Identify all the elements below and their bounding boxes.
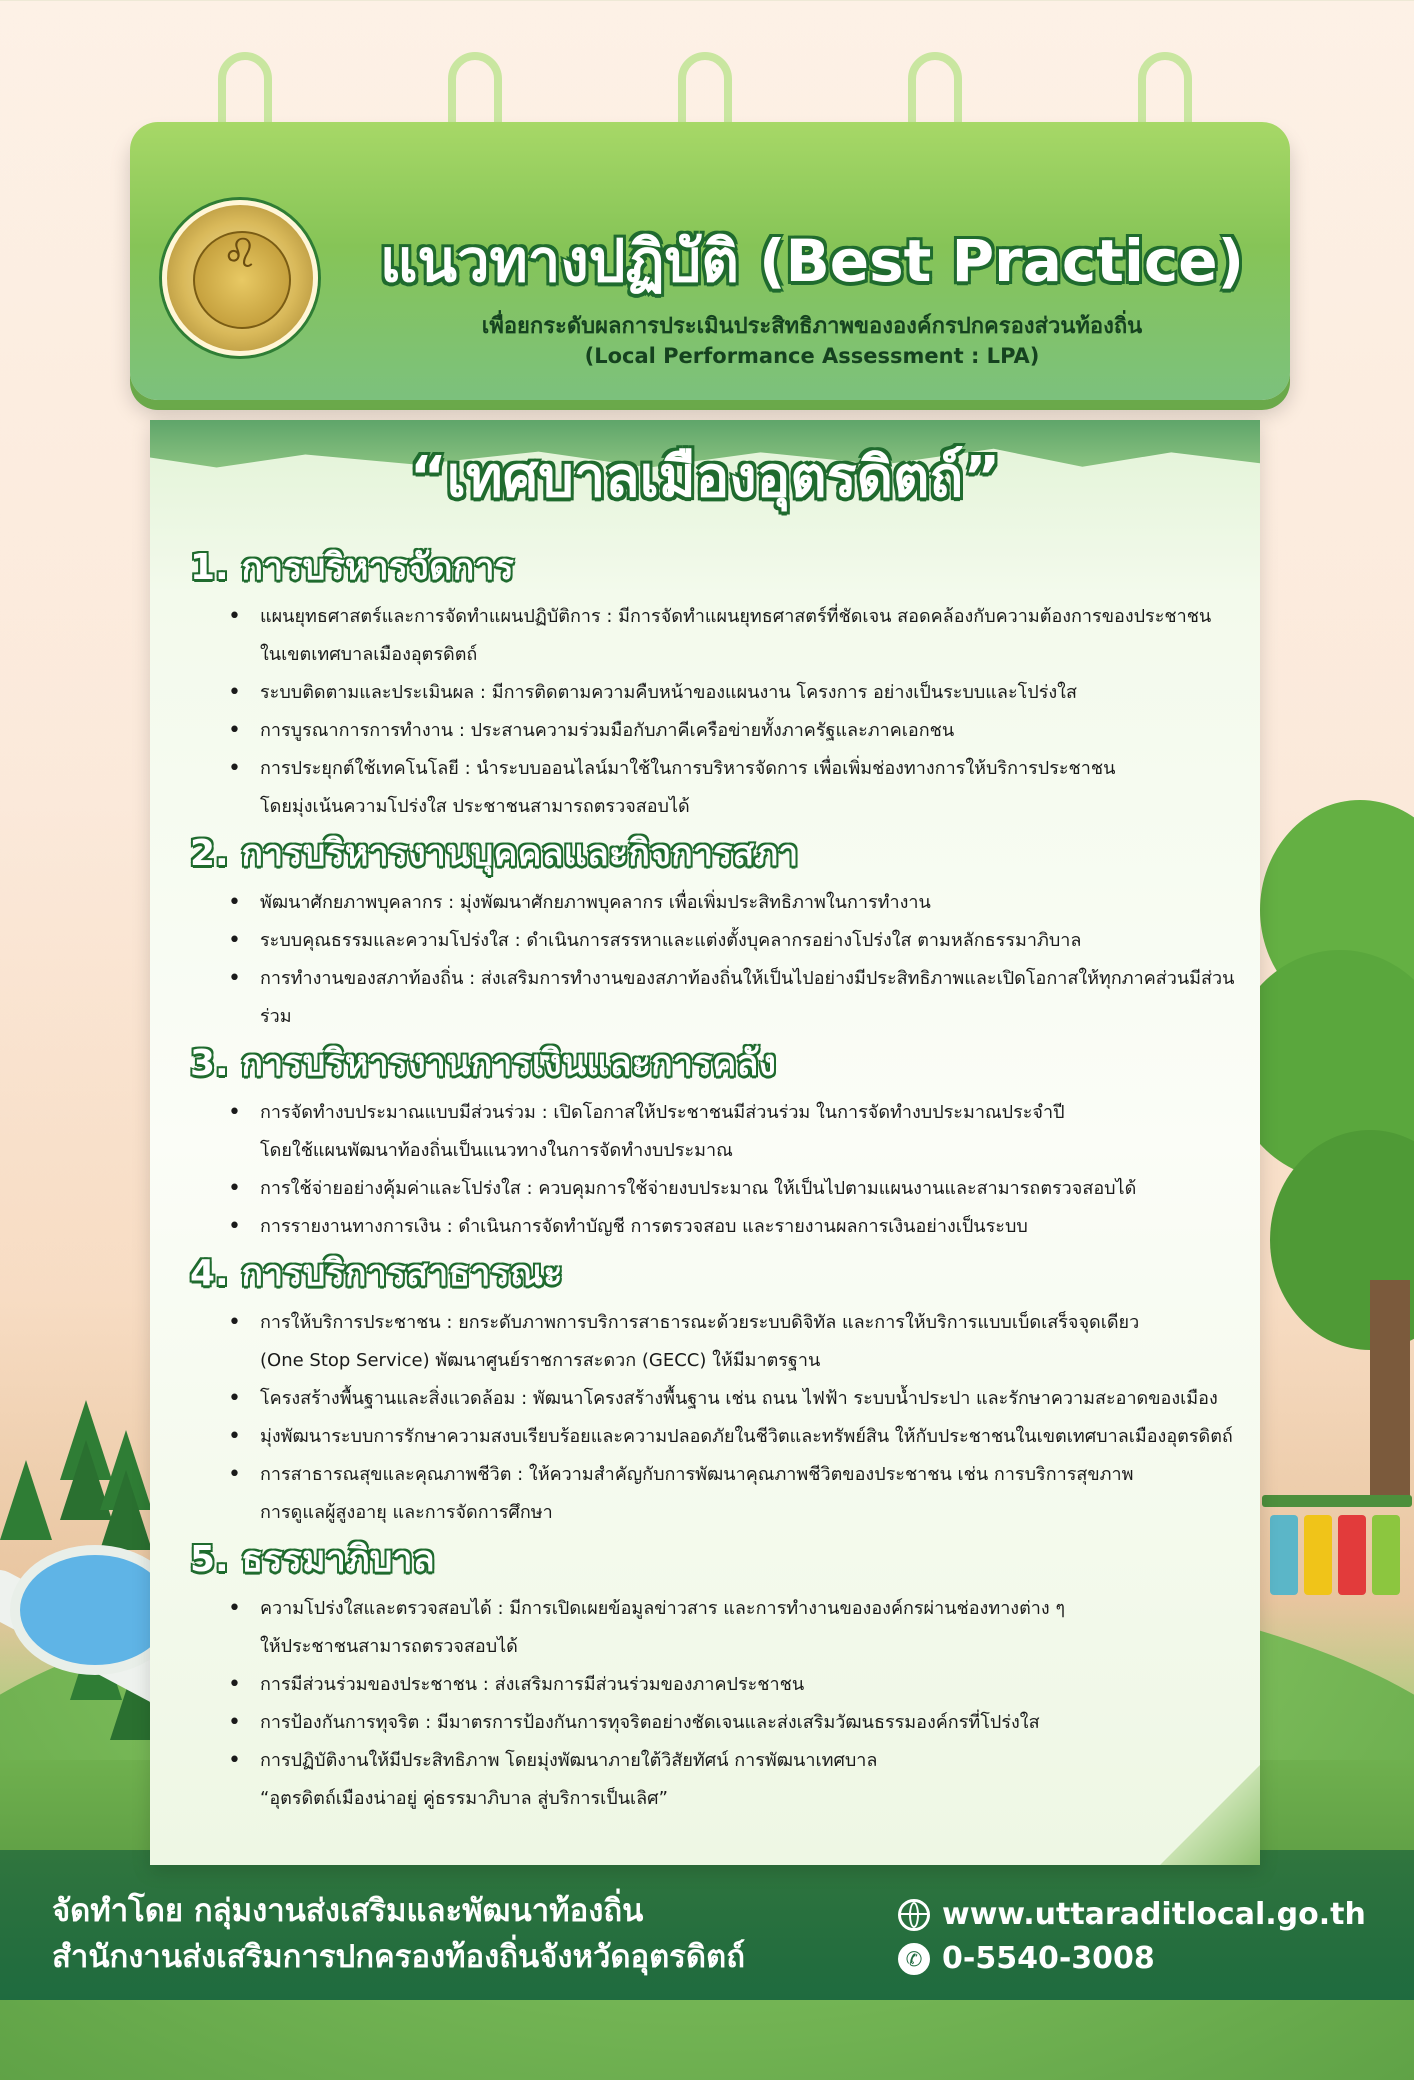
list-item-line: • ความโปร่งใสและตรวจสอบได้ : มีการเปิดเผยข้อมูลข่าวสาร และการทำงานขององค์กรผ่านช่องทางต่าง ๆ — [260, 1598, 1066, 1619]
list-item-line: • มุ่งพัฒนาระบบการรักษาความสงบเรียบร้อยและความปลอดภัยในชีวิตและทรัพย์สิน ให้กับประชาชนในเขตเทศบาลเมืองอุตรดิตถ์ — [260, 1426, 1233, 1447]
list-item — [228, 884, 1250, 922]
list-item-line: “อุตรดิตถ์เมืองน่าอยู่ คู่ธรรมาภิบาล สู่บริการเป็นเลิศ” — [260, 1788, 668, 1809]
phone-icon: ✆ — [898, 1943, 930, 1975]
big-tree-right — [1250, 800, 1414, 1500]
list-item-line: • การจัดทำงบประมาณแบบมีส่วนร่วม : เปิดโอกาสให้ประชาชนมีส่วนร่วม ในการจัดทำงบประมาณประจำปี — [260, 1102, 1065, 1123]
list-item-line: การดูแลผู้สูงอายุ และการจัดการศึกษา — [260, 1502, 553, 1523]
list-item — [228, 712, 1250, 750]
list-item-line: • การสาธารณสุขและคุณภาพชีวิต : ให้ความสำคัญกับการพัฒนาคุณภาพชีวิตของประชาชน เช่น การบริการสุขภาพ — [260, 1464, 1134, 1485]
section-item-list — [190, 598, 1250, 826]
page-title: แนวทางปฏิบัติ (Best Practice) — [379, 227, 1245, 295]
list-item — [228, 1094, 1250, 1170]
list-item-line: • การให้บริการประชาชน : ยกระดับภาพการบริการสาธารณะด้วยระบบดิจิทัล และการให้บริการแบบเบ็ดเสร็จจุดเดียว — [260, 1312, 1140, 1333]
section-title: 1. การบริหารจัดการ — [190, 547, 514, 588]
list-item — [228, 598, 1250, 674]
section-title: 2. การบริหารงานบุคคลและกิจการสภา — [190, 833, 799, 874]
list-item — [228, 674, 1250, 712]
list-item-line: • การป้องกันการทุจริต : มีมาตรการป้องกันการทุจริตอย่างชัดเจนและส่งเสริมวัฒนธรรมองค์กรที่โปร่งใส — [260, 1712, 1040, 1733]
section-title: 5. ธรรมาภิบาล — [190, 1539, 435, 1580]
list-item — [228, 922, 1250, 960]
list-item — [228, 1304, 1250, 1380]
list-item-line: • การรายงานทางการเงิน : ดำเนินการจัดทำบัญชี การตรวจสอบ และรายงานผลการเงินอย่างเป็นระบบ — [260, 1216, 1028, 1237]
list-item-line: • การทำงานของสภาท้องถิ่น : ส่งเสริมการทำงานของสภาท้องถิ่นให้เป็นไปอย่างมีประสิทธิภาพและเปิดโอกาสให้ทุกภาคส่วนมีส่วนร่วม — [260, 968, 1235, 1027]
recycling-bins — [1262, 1495, 1412, 1605]
list-item-line: • พัฒนาศักยภาพบุคลากร : มุ่งพัฒนาศักยภาพบุคลากร เพื่อเพิ่มประสิทธิภาพในการทำงาน — [260, 892, 931, 913]
section-title: 4. การบริการสาธารณะ — [190, 1253, 563, 1294]
page-subtitle: เพื่อยกระดับผลการประเมินประสิทธิภาพขององค์กรปกครองส่วนท้องถิ่น — [481, 314, 1143, 339]
section-item-list — [190, 1094, 1250, 1246]
list-item-line: • แผนยุทธศาสตร์และการจัดทำแผนปฏิบัติการ : มีการจัดทำแผนยุทธศาสตร์ที่ชัดเจน สอดคล้องกับความต้องการของประชาชน — [260, 606, 1212, 627]
list-item-line: • การปฏิบัติงานให้มีประสิทธิภาพ โดยมุ่งพัฒนาภายใต้วิสัยทัศน์ การพัฒนาเทศบาล — [260, 1750, 878, 1771]
list-item-line: • โครงสร้างพื้นฐานและสิ่งแวดล้อม : พัฒนาโครงสร้างพื้นฐาน เช่น ถนน ไฟฟ้า ระบบน้ำประปา และรักษาความสะอาดของเมือง — [260, 1388, 1218, 1409]
section-item-list — [190, 1590, 1250, 1818]
list-item — [228, 1208, 1250, 1246]
section-item-list — [190, 884, 1250, 1036]
header-banner — [130, 122, 1290, 400]
list-item-line: โดยใช้แผนพัฒนาท้องถิ่นเป็นแนวทางในการจัดทำงบประมาณ — [260, 1140, 733, 1161]
list-item-line: • การประยุกต์ใช้เทคโนโลยี : นำระบบออนไลน์มาใช้ในการบริหารจัดการ เพื่อเพิ่มช่องทางการให้บริการประชาชน — [260, 758, 1116, 779]
section-title: 3. การบริหารงานการเงินและการคลัง — [190, 1043, 776, 1084]
page-subtitle-en: (Local Performance Assessment : LPA) — [584, 344, 1040, 368]
website-link[interactable]: www.uttaraditlocal.go.th — [942, 1897, 1366, 1932]
footer-credits — [52, 1888, 745, 1980]
list-item-line: ให้ประชาชนสามารถตรวจสอบได้ — [260, 1636, 518, 1657]
practice-sections — [190, 540, 1250, 1824]
list-item-line: โดยมุ่งเน้นความโปร่งใส ประชาชนสามารถตรวจสอบได้ — [260, 796, 690, 817]
list-item-line: (One Stop Service) พัฒนาศูนย์ราชการสะดวก (GECC) ให้มีมาตรฐาน — [260, 1350, 821, 1371]
lion-emblem-icon: ♌ — [222, 231, 258, 277]
list-item-line: • การมีส่วนร่วมของประชาชน : ส่งเสริมการมีส่วนร่วมของภาคประชาชน — [260, 1674, 805, 1695]
footer-contact — [898, 1893, 1366, 1981]
list-item — [228, 1666, 1250, 1704]
list-item-line: • การใช้จ่ายอย่างคุ้มค่าและโปร่งใส : ควบคุมการใช้จ่ายงบประมาณ ให้เป็นไปตามแผนงานและสามารถตรวจสอบได้ — [260, 1178, 1137, 1199]
list-item-line: • ระบบคุณธรรมและความโปร่งใส : ดำเนินการสรรหาและแต่งตั้งบุคลากรอย่างโปร่งใส ตามหลักธรรมาภิบาล — [260, 930, 1082, 951]
list-item — [228, 1742, 1250, 1818]
organization-title: “เทศบาลเมืองอุตรดิตถ์” — [409, 445, 1001, 510]
footer-credit-line2: สำนักงานส่งเสริมการปกครองท้องถิ่นจังหวัดอุตรดิตถ์ — [52, 1939, 745, 1975]
globe-icon — [898, 1899, 930, 1931]
list-item — [228, 1704, 1250, 1742]
list-item-line: • การบูรณาการการทำงาน : ประสานความร่วมมือกับภาคีเครือข่ายทั้งภาครัฐและภาคเอกชน — [260, 720, 955, 741]
footer-credit-line1: จัดทำโดย กลุ่มงานส่งเสริมและพัฒนาท้องถิ่น — [52, 1893, 644, 1929]
list-item — [228, 1170, 1250, 1208]
list-item — [228, 1418, 1250, 1456]
list-item-line: ในเขตเทศบาลเมืองอุตรดิตถ์ — [260, 644, 478, 665]
list-item — [228, 1590, 1250, 1666]
list-item — [228, 960, 1250, 1036]
list-item-line: • ระบบติดตามและประเมินผล : มีการติดตามความคืบหน้าของแผนงาน โครงการ อย่างเป็นระบบและโปร่งใส — [260, 682, 1077, 703]
list-item — [228, 750, 1250, 826]
list-item — [228, 1456, 1250, 1532]
list-item — [228, 1380, 1250, 1418]
phone-number[interactable]: 0-5540-3008 — [942, 1941, 1155, 1976]
section-item-list — [190, 1304, 1250, 1532]
department-seal-logo — [162, 200, 318, 356]
